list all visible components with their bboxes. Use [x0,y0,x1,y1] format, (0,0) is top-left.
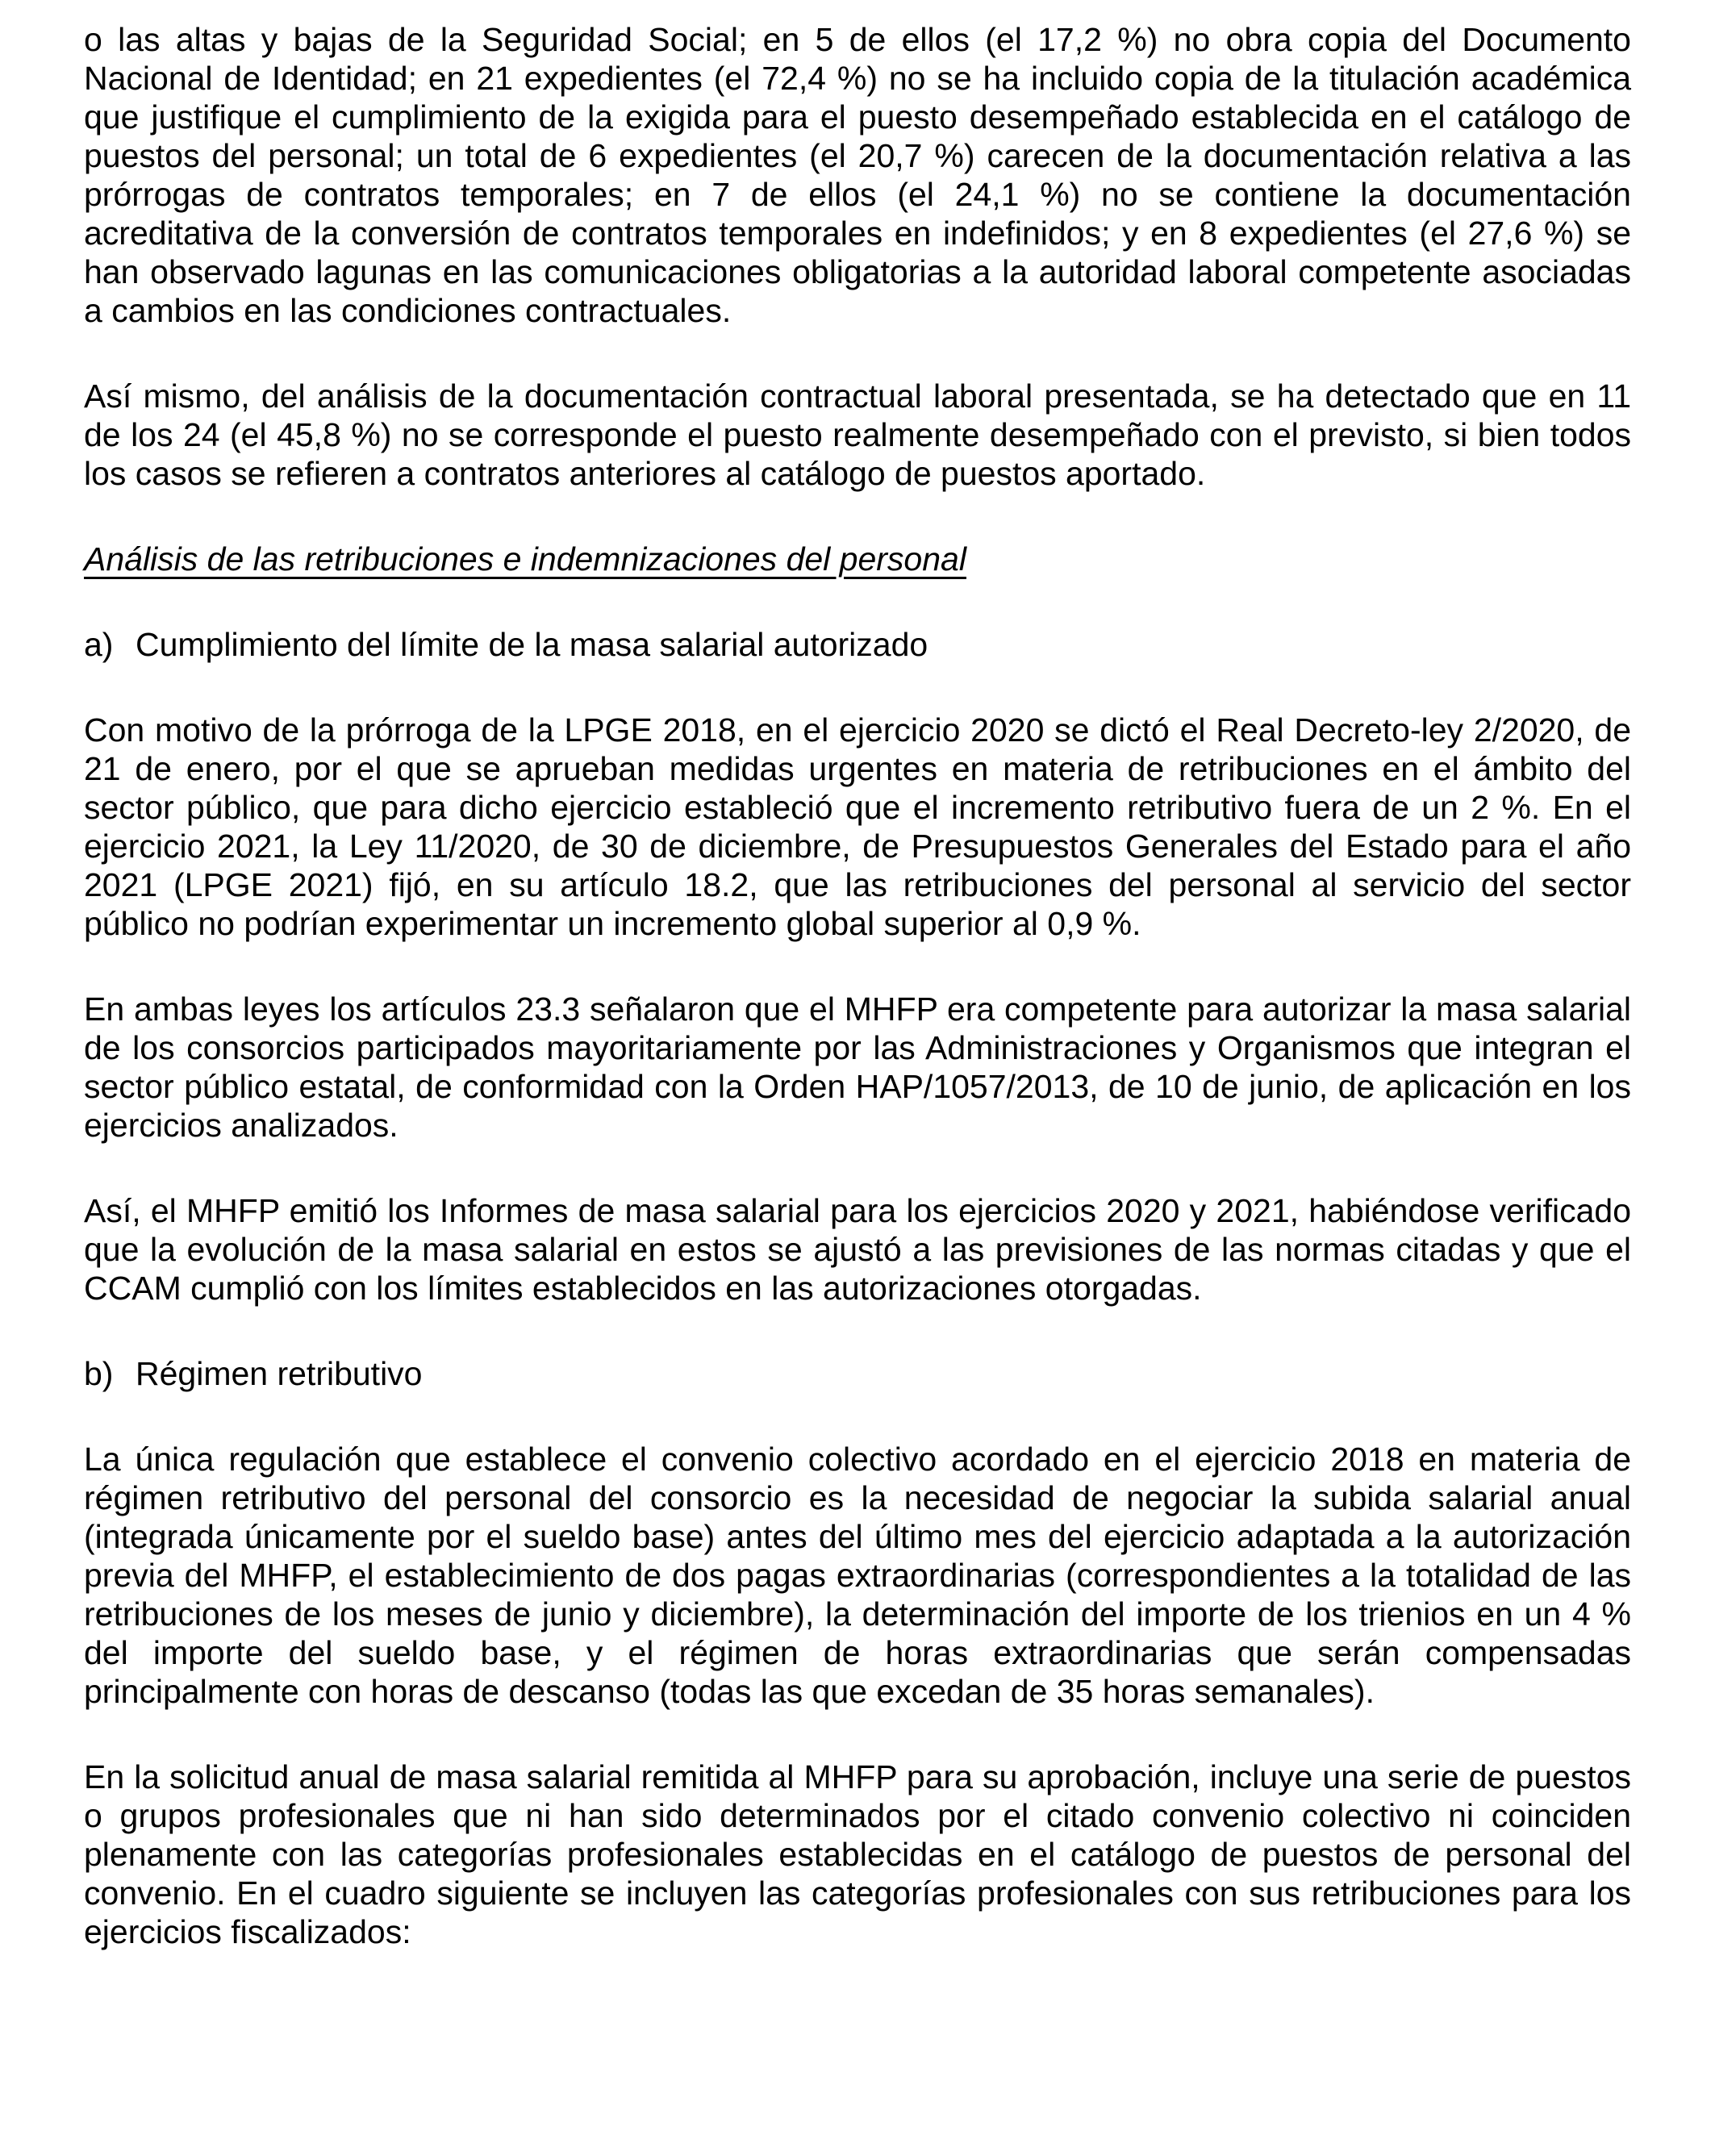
list-marker-b: b) [84,1355,114,1392]
list-item-a [84,625,1631,664]
paragraph-ambas-leyes-mhfp: En ambas leyes los artículos 23.3 señalaron que el MHFP era competente para autorizar la masa salarial de los consorcios participados mayoritariamente por las Administraciones y Organismos que integran el sector público estatal, de conformidad con la Orden HAP/1057/2013, de 10 de junio, de aplicación en los ejercicios analizados. [84,990,1631,1144]
paragraph-solicitud-anual-masa-salarial: En la solicitud anual de masa salarial remitida al MHFP para su aprobación, incluye una serie de puestos o grupos profesionales que ni han sido determinados por el citado convenio colectivo ni coinciden plenamente con las categorías profesionales establecidas en el catálogo de puestos de personal del convenio. En el cuadro siguiente se incluyen las categorías profesionales con sus retribuciones para los ejercicios fiscalizados: [84,1758,1631,1950]
paragraph-informes-masa-salarial: Así, el MHFP emitió los Informes de masa salarial para los ejercicios 2020 y 2021, habiéndose verificado que la evolución de la masa salarial en estos se ajustó a las previsiones de las normas citadas y que el CCAM cumplió con los límites establecidos en las autorizaciones otorgadas. [84,1192,1631,1307]
paragraph-convenio-colectivo-regulacion: La única regulación que establece el convenio colectivo acordado en el ejercicio 2018 en materia de régimen retributivo del personal del consorcio es la necesidad de negociar la subida salarial anual (integrada únicamente por el sueldo base) antes del último mes del ejercicio adaptada a la autorización previa del MHFP, el establecimiento de dos pagas extraordinarias (correspondientes a la totalidad de las retribuciones de los meses de junio y diciembre), la determinación del importe de los trienios en un 4 % del importe del sueldo base, y el régimen de horas extraordinarias que serán compensadas principalmente con horas de descanso (todas las que excedan de 35 horas semanales). [84,1441,1631,1710]
list-item-b [84,1354,1631,1393]
section-heading-retribuciones-indemnizaciones: Análisis de las retribuciones e indemnizaciones del personal [84,540,966,578]
list-item-a-text: Cumplimiento del límite de la masa salarial autorizado [136,626,928,663]
list-marker-a: a) [84,626,114,663]
list-item-b-text: Régimen retributivo [136,1355,423,1392]
paragraph-lpge-2018-2021: Con motivo de la prórroga de la LPGE 2018, en el ejercicio 2020 se dictó el Real Decreto-ley 2/2020, de 21 de enero, por el que se aprueban medidas urgentes en materia de retribuciones en el ámbito del sector público, que para dicho ejercicio estableció que el incremento retributivo fuera de un 2 %. En el ejercicio 2021, la Ley 11/2020, de 30 de diciembre, de Presupuestos Generales del Estado para el año 2021 (LPGE 2021) fijó, en su artículo 18.2, que las retribuciones del personal al servicio del sector público no podrían experimentar un incremento global superior al 0,9 %. [84,711,1631,942]
paragraph-asi-mismo-analisis: Así mismo, del análisis de la documentación contractual laboral presentada, se ha detectado que en 11 de los 24 (el 45,8 %) no se corresponde el puesto realmente desempeñado con el previsto, si bien todos los casos se refieren a contratos anteriores al catálogo de puestos aportado. [84,377,1631,492]
paragraph-expedientes-incidencias: o las altas y bajas de la Seguridad Social; en 5 de ellos (el 17,2 %) no obra copia del Documento Nacional de Identidad; en 21 expedientes (el 72,4 %) no se ha incluido copia de la titulación académica que justifique el cumplimiento de la exigida para el puesto desempeñado establecida en el catálogo de puestos del personal; un total de 6 expedientes (el 20,7 %) carecen de la documentación relativa a las prórrogas de contratos temporales; en 7 de ellos (el 24,1 %) no se contiene la documentación acreditativa de la conversión de contratos temporales en indefinidos; y en 8 expedientes (el 27,6 %) se han observado lagunas en las comunicaciones obligatorias a la autoridad laboral competente asociadas a cambios en las condiciones contractuales. [84,21,1631,329]
